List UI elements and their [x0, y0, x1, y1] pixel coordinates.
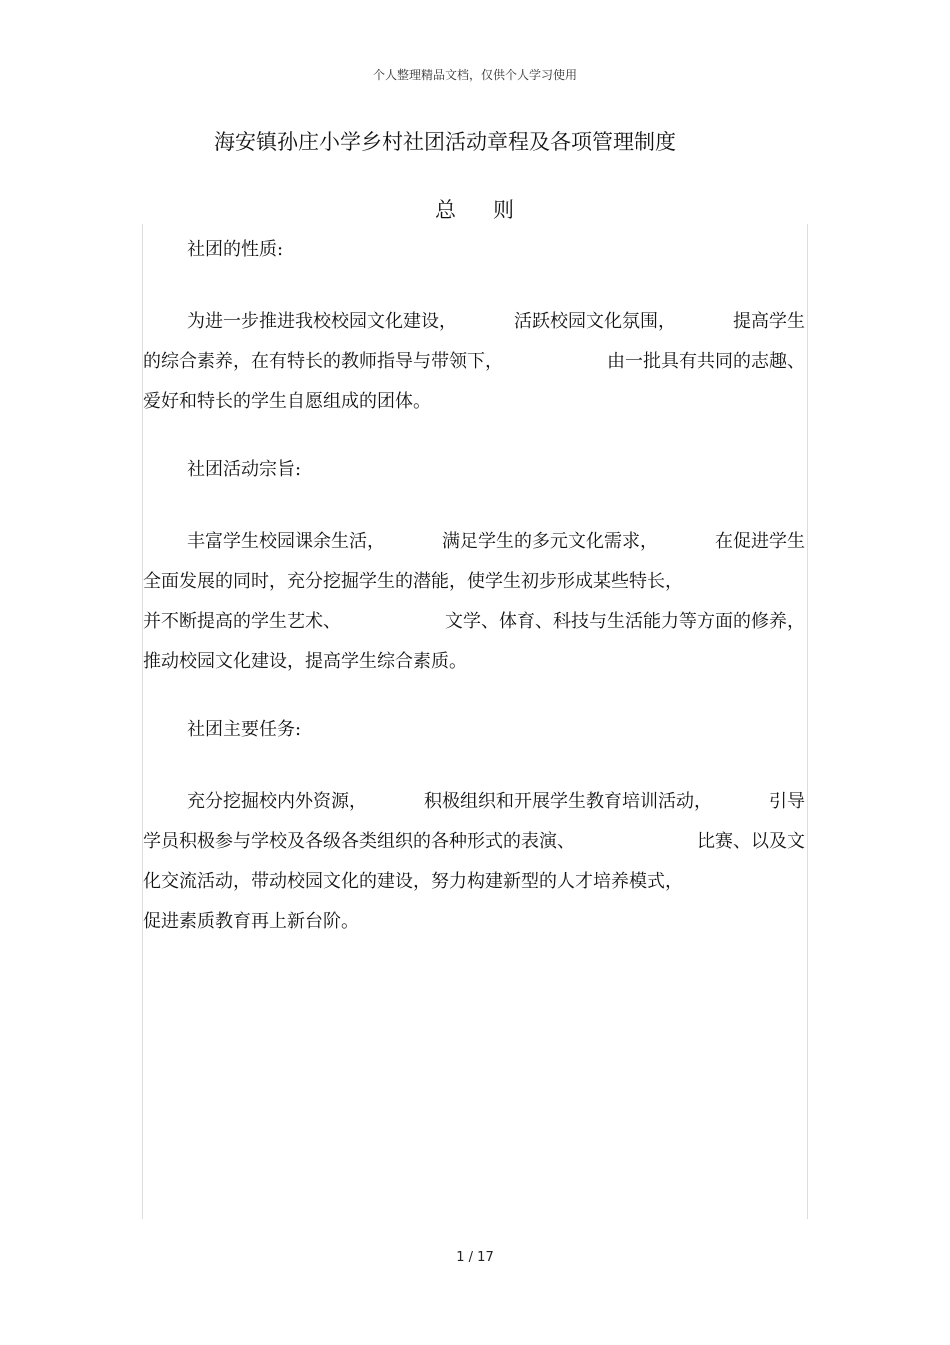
text-line [143, 342, 805, 382]
section-label-tasks: 社团主要任务: [187, 719, 302, 740]
text-segment: 推动校园文化建设，提高学生综合素质。 [143, 651, 467, 672]
section-title [0, 194, 950, 224]
text-segment: 提高学生 [733, 311, 805, 332]
document-title: 海安镇孙庄小学乡村社团活动章程及各项管理制度 [214, 130, 676, 154]
section-label-purpose: 社团活动宗旨: [187, 459, 302, 480]
text-segment: 由一批具有共同的志趣、 [607, 351, 805, 372]
section-title-char-2: 则 [493, 198, 516, 222]
section-label-nature: 社团的性质: [187, 239, 284, 260]
text-line [143, 562, 805, 602]
paragraph-nature [143, 302, 805, 422]
text-segment: 爱好和特长的学生自愿组成的团体。 [143, 391, 431, 412]
text-segment: 丰富学生校园课余生活， [187, 531, 385, 552]
text-segment: 学员积极参与学校及各级各类组织的各种形式的表演、 [143, 831, 575, 852]
text-segment: 促进素质教育再上新台阶。 [143, 911, 359, 932]
text-line [143, 382, 805, 422]
page-number: 1 / 17 [456, 1250, 494, 1265]
text-segment: 引导 [769, 791, 805, 812]
text-line [143, 602, 805, 642]
paragraph-tasks [143, 782, 805, 942]
paragraph-purpose [143, 522, 805, 682]
text-segment: 活跃校园文化氛围， [514, 311, 676, 332]
text-line [143, 302, 805, 342]
text-segment: 为进一步推进我校校园文化建设， [187, 311, 457, 332]
page-header-note: 个人整理精品文档，仅供个人学习使用 [372, 68, 577, 82]
text-line [143, 522, 805, 562]
document-body [143, 230, 805, 942]
text-line [143, 782, 805, 822]
text-line [143, 902, 805, 942]
text-segment: 文学、体育、科技与生活能力等方面的修养， [445, 611, 805, 632]
text-segment: 并不断提高的学生艺术、 [143, 611, 341, 632]
text-segment: 全面发展的同时，充分挖掘学生的潜能，使学生初步形成某些特长， [143, 571, 683, 592]
text-segment: 在促进学生 [715, 531, 805, 552]
text-line [143, 822, 805, 862]
section-title-char-1: 总 [434, 198, 457, 222]
text-line [143, 862, 805, 902]
text-line [143, 642, 805, 682]
text-segment: 充分挖掘校内外资源， [187, 791, 367, 812]
text-segment: 满足学生的多元文化需求， [442, 531, 658, 552]
text-segment: 积极组织和开展学生教育培训活动， [424, 791, 712, 812]
text-segment: 比赛、以及文 [697, 831, 805, 852]
text-segment: 的综合素养，在有特长的教师指导与带领下， [143, 351, 503, 372]
text-segment: 化交流活动，带动校园文化的建设，努力构建新型的人才培养模式， [143, 871, 683, 892]
